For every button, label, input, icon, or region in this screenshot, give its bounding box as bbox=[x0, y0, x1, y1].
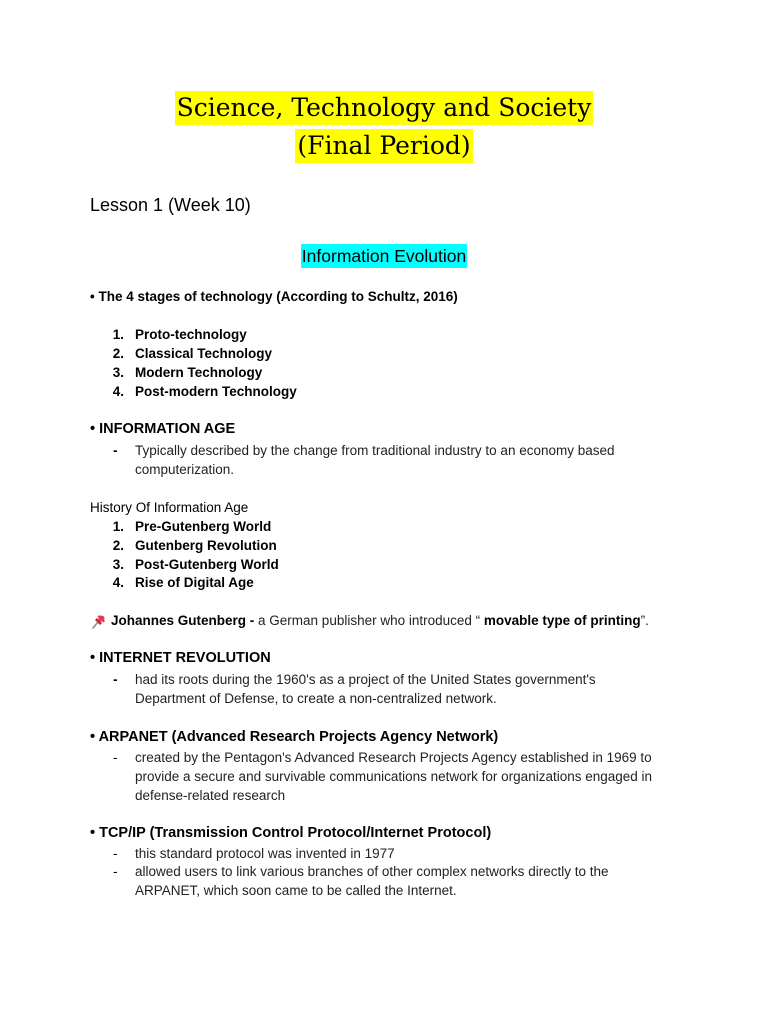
tcpip-item-2-line-2: ARPANET, which soon came to be called the Internet. bbox=[135, 883, 457, 898]
lesson-heading: Lesson 1 (Week 10) bbox=[90, 195, 251, 215]
list-item: Proto-technology bbox=[135, 327, 247, 342]
gutenberg-text: a German publisher who introduced “ bbox=[254, 613, 484, 628]
list-number: 1. bbox=[112, 327, 124, 342]
internet-heading: • INTERNET REVOLUTION bbox=[90, 650, 271, 666]
title-line-1-wrap bbox=[0, 91, 768, 125]
list-number: 3. bbox=[112, 557, 124, 572]
list-number: 2. bbox=[112, 346, 124, 361]
list-number: 3. bbox=[112, 365, 124, 380]
list-item: Classical Technology bbox=[135, 346, 273, 361]
tcpip-item-1: this standard protocol was invented in 1977 bbox=[135, 846, 395, 861]
stages-intro: • The 4 stages of technology (According to Schultz, 2016) bbox=[90, 289, 458, 304]
gutenberg-name: Johannes Gutenberg - bbox=[111, 613, 255, 628]
arpanet-line-2: provide a secure and survivable communications network for organizations engaged in bbox=[135, 769, 653, 784]
list-item: Post-modern Technology bbox=[135, 384, 297, 399]
list-item: Post-Gutenberg World bbox=[135, 557, 279, 572]
arpanet-heading: • ARPANET (Advanced Research Projects Agency Network) bbox=[90, 729, 499, 745]
tcpip-heading: • TCP/IP (Transmission Control Protocol/Internet Protocol) bbox=[90, 825, 492, 841]
arpanet-line-3: defense-related research bbox=[135, 788, 286, 803]
internet-line-2: Department of Defense, to create a non-centralized network. bbox=[135, 691, 497, 706]
info-age-desc-line-2: computerization. bbox=[135, 462, 235, 477]
list-number: 4. bbox=[112, 384, 124, 399]
title-line-2-wrap bbox=[0, 129, 768, 163]
dash-marker: - bbox=[113, 846, 118, 861]
gutenberg-line bbox=[111, 611, 649, 630]
gutenberg-end: ”. bbox=[640, 613, 649, 628]
info-age-heading: • INFORMATION AGE bbox=[90, 421, 236, 437]
list-item: Gutenberg Revolution bbox=[135, 538, 277, 553]
list-item: Modern Technology bbox=[135, 365, 263, 380]
gutenberg-bold: movable type of printing bbox=[483, 613, 641, 628]
info-age-desc-line-1: Typically described by the change from traditional industry to an economy based bbox=[135, 443, 615, 458]
list-number: 1. bbox=[112, 519, 124, 534]
dash-marker: - bbox=[113, 864, 118, 879]
list-number: 2. bbox=[112, 538, 124, 553]
list-item: Rise of Digital Age bbox=[135, 575, 254, 590]
history-heading: History Of Information Age bbox=[90, 500, 249, 515]
list-item: Pre-Gutenberg World bbox=[135, 519, 272, 534]
arpanet-line-1: created by the Pentagon's Advanced Research Projects Agency established in 1969 to bbox=[135, 750, 652, 765]
pushpin-icon bbox=[90, 612, 108, 630]
section-title-wrap bbox=[0, 244, 768, 268]
list-number: 4. bbox=[112, 575, 124, 590]
document-subtitle-period: (Final Period) bbox=[295, 129, 472, 163]
tcpip-item-2-line-1: allowed users to link various branches of other complex networks directly to the bbox=[135, 864, 609, 879]
dash-marker: - bbox=[113, 750, 118, 765]
dash-marker: - bbox=[113, 672, 118, 687]
section-title: Information Evolution bbox=[301, 246, 467, 266]
dash-marker: - bbox=[113, 443, 118, 458]
internet-line-1: had its roots during the 1960's as a project of the United States government's bbox=[135, 672, 596, 687]
document-title: Science, Technology and Society bbox=[175, 91, 594, 125]
